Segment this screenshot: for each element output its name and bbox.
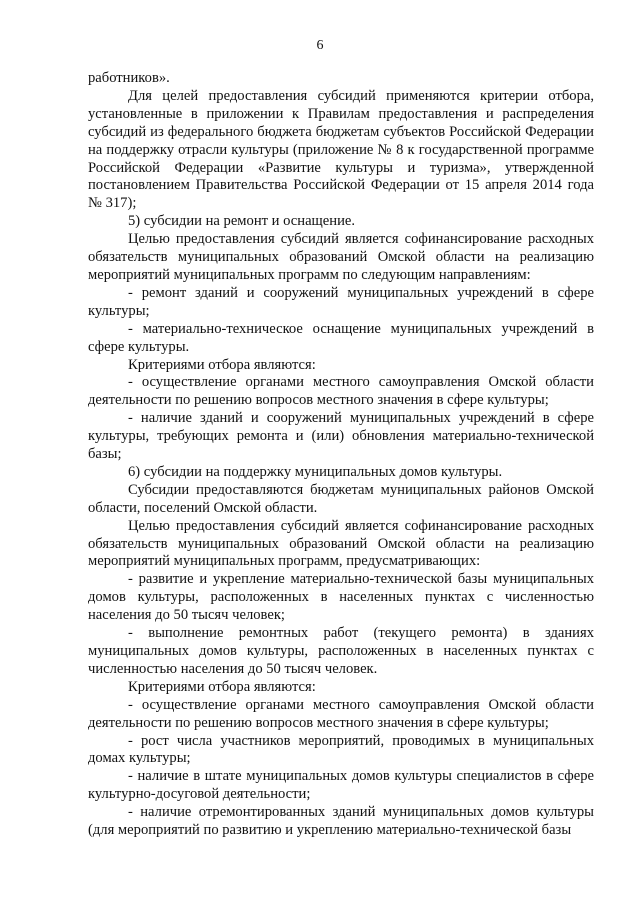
- paragraph: работников».: [88, 70, 170, 86]
- paragraph: - осуществление органами местного самоуправления Омской области деятельности по решению вопросов местного значения в сфере культуры;: [88, 374, 594, 409]
- paragraph: - наличие отремонтированных зданий муниципальных домов культуры (для мероприятий по развитию и укреплению материально-технической базы: [88, 804, 594, 839]
- paragraph: 6) субсидии на поддержку муниципальных домов культуры.: [128, 463, 503, 480]
- page-number: 6: [316, 38, 324, 53]
- paragraph: - наличие зданий и сооружений муниципальных учреждений в сфере культуры, требующих ремонта и (или) обновления материально-технической базы;: [88, 410, 594, 463]
- paragraph: - рост числа участников мероприятий, проводимых в муниципальных домах культуры;: [88, 732, 594, 767]
- paragraph: - наличие в штате муниципальных домов культуры специалистов в сфере культурно-досуговой деятельности;: [88, 768, 594, 803]
- paragraph: - ремонт зданий и сооружений муниципальных учреждений в сфере культуры;: [88, 284, 594, 319]
- document-body: [88, 70, 594, 840]
- paragraph: - материально-техническое оснащение муниципальных учреждений в сфере культуры.: [88, 320, 594, 355]
- paragraph: - выполнение ремонтных работ (текущего ремонта) в зданиях муниципальных домов культуры, расположенных в населенных пунктах с численностью населения до 50 тысяч человек.: [88, 625, 594, 677]
- paragraph: Для целей предоставления субсидий применяются критерии отбора, установленные в приложении к Правилам предоставления и распределения субсидий из федерального бюджета бюджетам субъектов Российской Федерации на поддержку отрасли культуры (приложение № 8 к государственной программе Российской Федерации «Развитие культуры и туризма», утвержденной постановлением Правительства Российской Федерации от 15 апреля 2014 года № 317);: [88, 87, 594, 212]
- paragraph: - развитие и укрепление материально-технической базы муниципальных домов культуры, расположенных в населенных пунктах с численностью населения до 50 тысяч человек;: [88, 571, 594, 624]
- paragraph: 5) субсидии на ремонт и оснащение.: [128, 213, 356, 230]
- paragraph: Критериями отбора являются:: [128, 678, 316, 695]
- paragraph: Критериями отбора являются:: [128, 356, 316, 373]
- paragraph: Целью предоставления субсидий является софинансирование расходных обязательств муниципальных образований Омской области на реализацию мероприятий муниципальных программ, предусматривающих:: [88, 517, 594, 570]
- paragraph: Целью предоставления субсидий является софинансирование расходных обязательств муниципальных образований Омской области на реализацию мероприятий муниципальных программ по следующим направлениям:: [88, 231, 594, 283]
- paragraph: - осуществление органами местного самоуправления Омской области деятельности по решению вопросов местного значения в сфере культуры;: [88, 696, 594, 731]
- paragraph: Субсидии предоставляются бюджетам муниципальных районов Омской области, поселений Омской области.: [88, 481, 594, 516]
